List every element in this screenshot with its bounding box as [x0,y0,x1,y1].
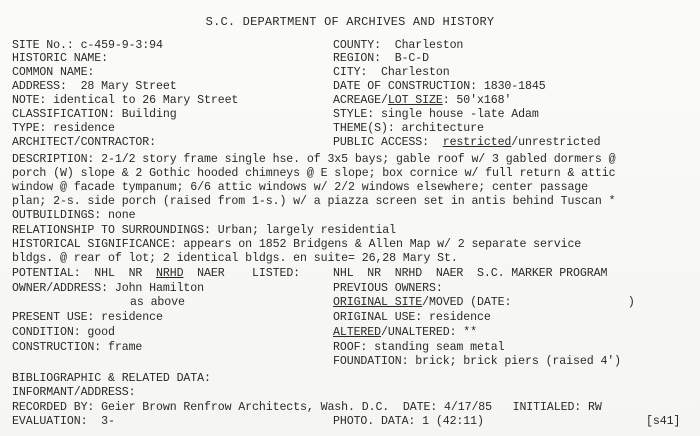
lot-size-value: : 50'x168' [442,94,512,107]
bibliography-field: BIBLIOGRAPHIC & RELATED DATA: [12,372,211,385]
county-field: COUNTY: Charleston [333,39,464,52]
unaltered-label: /UNALTERED: ** [381,326,478,339]
present-use-field: PRESENT USE: residence [12,311,163,324]
type-field: TYPE: residence [12,122,115,135]
moved-date: /MOVED (DATE: ) [422,296,635,309]
restricted-option: restricted [442,136,512,149]
altered-label: ALTERED [333,326,382,339]
historical-significance-line-1: HISTORICAL SIGNIFICANCE: appears on 1852 Bridgens & Allen Map w/ 2 separate service [12,238,582,251]
architect-field: ARCHITECT/CONTRACTOR: [12,136,157,149]
construction-date-field: DATE OF CONSTRUCTION: 1830-1845 [333,80,546,93]
historic-name-field: HISTORIC NAME: [12,52,109,65]
acreage-label: ACREAGE/ [333,94,388,107]
potential-field [12,267,300,280]
condition-field: CONDITION: good [12,326,115,339]
common-name-field: COMMON NAME: [12,66,95,79]
potential-nrhd: NRHD [156,267,184,280]
potential-tail: NAER LISTED: [183,267,301,280]
historical-significance-line-2: bldgs. @ rear of lot; 2 identical bldgs. en suite= 26,28 Mary St. [12,252,458,265]
original-site-field [333,296,635,309]
outbuildings-field: OUTBUILDINGS: none [12,209,136,222]
city-field: CITY: Charleston [333,66,450,79]
site-number: SITE No.: c-459-9-3:94 [12,39,163,52]
recorded-by-field: RECORDED BY: Geier Brown Renfrow Architects, Wash. D.C. DATE: 4/17/85 INITIALED: RW [12,401,602,414]
roof-field: ROOF: standing seam metal [333,341,505,354]
description-line-2: porch (W) slope & 2 Gothic hooded chimneys @ E slope; box cornice w/ full return & attic [12,167,616,180]
previous-owners-field: PREVIOUS OWNERS: [333,282,443,295]
classification-field: CLASSIFICATION: Building [12,108,177,121]
description-line-1: DESCRIPTION: 2-1/2 story frame single hse. of 3x5 bays; gable roof w/ 3 gabled dormers @ [12,153,616,166]
photo-data-field: PHOTO. DATA: 1 (42:11) [333,415,484,428]
construction-field: CONSTRUCTION: frame [12,341,143,354]
public-access-field [333,136,600,149]
surroundings-field: RELATIONSHIP TO SURROUNDINGS: Urban; largely residential [12,224,397,237]
informant-field: INFORMANT/ADDRESS: [12,386,136,399]
original-use-field: ORIGINAL USE: residence [333,311,491,324]
theme-field: THEME(S): architecture [333,122,484,135]
acreage-field [333,94,511,107]
listed-field: NHL NR NRHD NAER S.C. MARKER PROGRAM [333,267,608,280]
original-site-label: ORIGINAL SITE [333,296,423,309]
address-field: ADDRESS: 28 Mary Street [12,80,177,93]
potential-label: POTENTIAL: NHL NR [12,267,157,280]
note-field: NOTE: identical to 26 Mary Street [12,94,239,107]
region-field: REGION: B-C-D [333,52,430,65]
document-header: S.C. DEPARTMENT OF ARCHIVES AND HISTORY [205,15,495,29]
unrestricted-option: /unrestricted [511,136,601,149]
evaluation-field: EVALUATION: 3- [12,415,115,428]
foundation-field: FOUNDATION: brick; brick piers (raised 4') [333,355,622,368]
owner-address: as above [130,296,185,309]
owner-field: OWNER/ADDRESS: John Hamilton [12,282,205,295]
description-line-4: plan; 2-s. side porch (raised from 1-s.) w/ a piazza screen set in antis behind Tuscan * [12,195,616,208]
public-access-label: PUBLIC ACCESS: [333,136,443,149]
record-code: [s41] [646,415,681,428]
description-line-3: window @ facade tympanum; 6/6 attic windows w/ 2/2 windows elsewhere; center passage [12,181,589,194]
altered-field [333,326,477,339]
lot-size-label: LOT SIZE [387,94,443,107]
style-field: STYLE: single house -late Adam [333,108,539,121]
